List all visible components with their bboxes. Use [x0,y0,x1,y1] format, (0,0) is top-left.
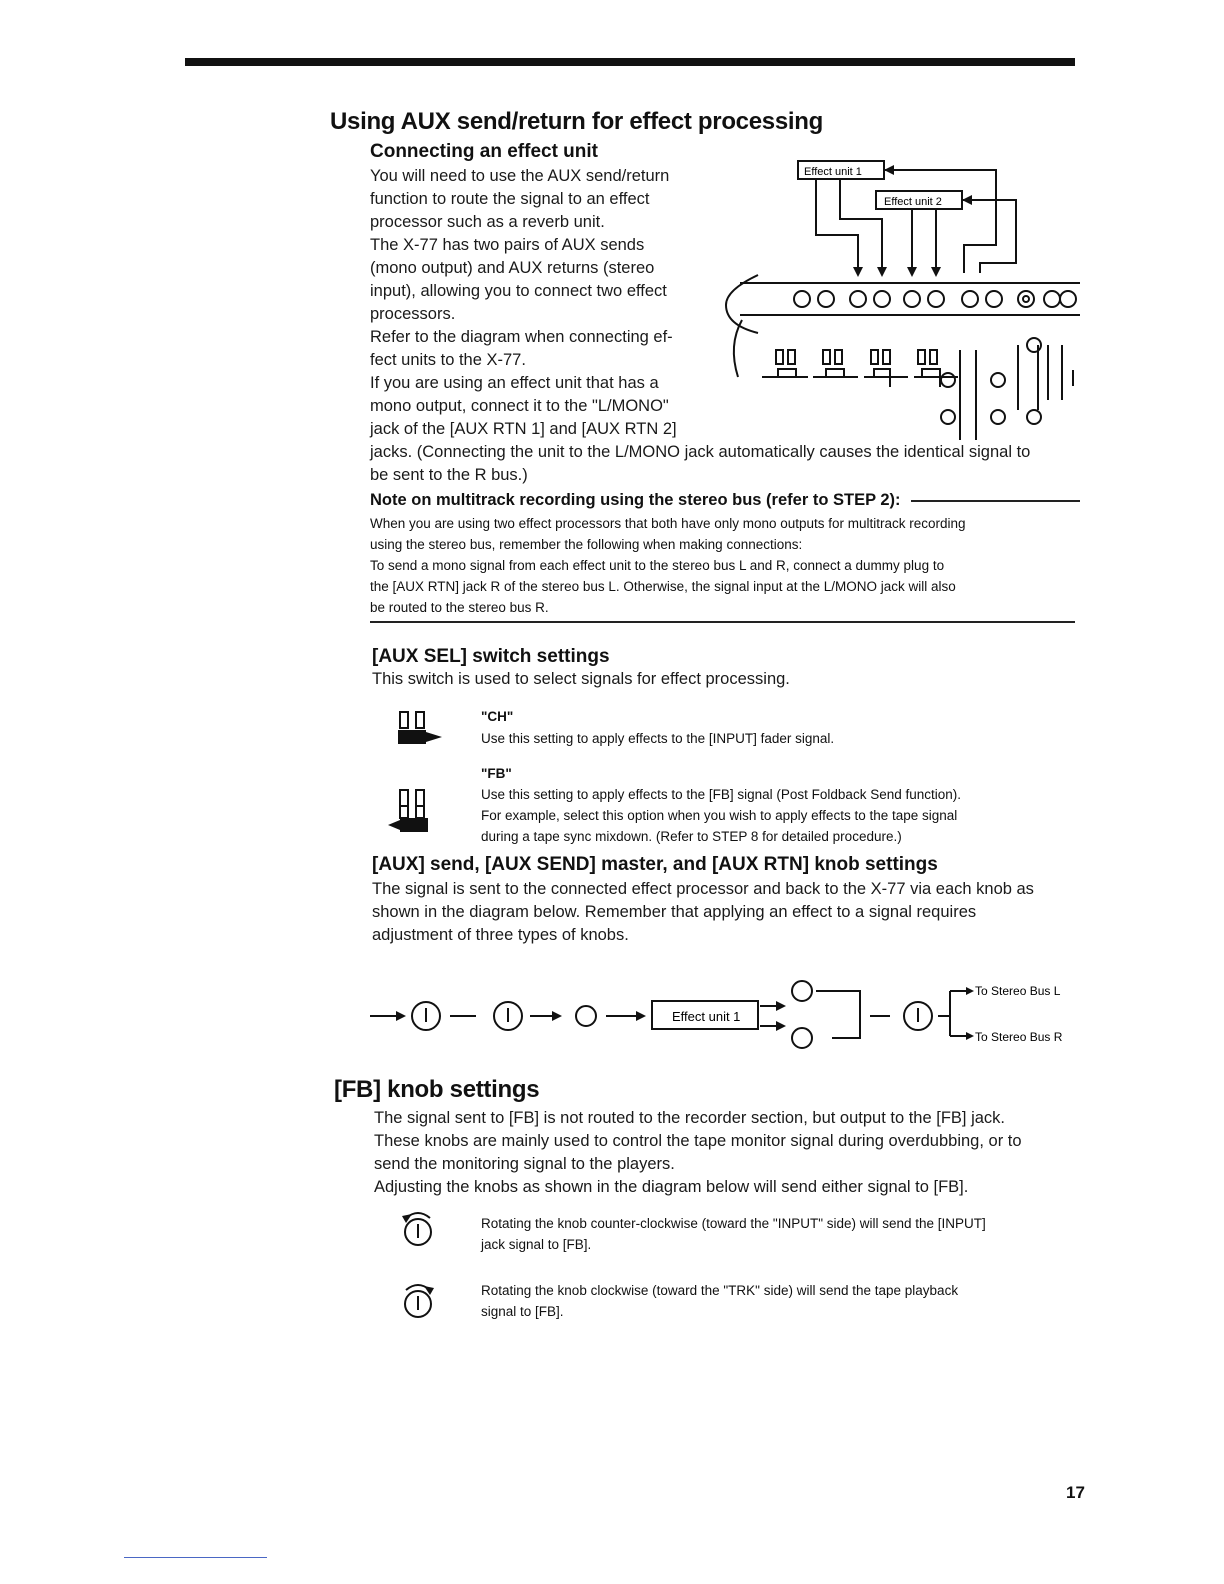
aux-sel-ch-label: "CH" [481,709,514,724]
text-line: processor such as a reverb unit. [370,213,605,231]
note-line: the [AUX RTN] jack R of the stereo bus L. Otherwise, the signal input at the L/MONO jack will also [370,579,956,594]
text-line: Rotating the knob clockwise (toward the "TRK" side) will send the tape playback [481,1283,959,1298]
text-line: function to route the signal to an effect [370,190,650,208]
fb-knob-cw-icon [382,1280,462,1330]
note-line: When you are using two effect processors that both have only mono outputs for multitrack recording [370,516,966,531]
aux-knob-diagram [370,966,1090,1056]
text-line: input), allowing you to connect two effect [370,282,667,300]
text-line: be sent to the R bus.) [370,466,528,484]
connection-diagram [718,155,1080,440]
note-block [370,491,1080,618]
aux-send-master-knob [576,1006,596,1026]
aux-sel-fb-icon [386,786,456,838]
text-line: mono output, connect it to the "L/MONO" [370,397,669,415]
effect-unit-1-label: Effect unit 1 [804,166,862,178]
fb-knob-ccw-icon [382,1208,462,1258]
text-line: jacks. (Connecting the unit to the L/MONO jack automatically causes the identical signal to [370,443,1031,461]
note-line: To send a mono signal from each effect unit to the stereo bus L and R, connect a dummy plug to [370,558,945,573]
note-bottom-rule [370,621,1075,623]
note-line: using the stereo bus, remember the following when making connections: [370,537,803,552]
header-rule [185,58,1075,66]
page-number: 17 [1066,1483,1085,1502]
fb-item-ccw [481,1213,986,1255]
aux-sel-fb-desc [481,784,961,847]
aux-knobs-text [372,878,1082,947]
text-line: Rotating the knob counter-clockwise (toward the "INPUT" side) will send the [INPUT] [481,1216,986,1231]
aux-knobs-heading: [AUX] send, [AUX SEND] master, and [AUX RTN] knob settings [372,854,938,875]
aux-sel-heading: [AUX SEL] switch settings [372,646,610,667]
text-line: The X-77 has two pairs of AUX sends [370,236,645,254]
effect-unit-label: Effect unit 1 [672,1009,741,1024]
fb-item-cw [481,1280,958,1322]
section-title: Using AUX send/return for effect processing [330,108,823,135]
footer-rule [124,1557,267,1558]
panel-edge-mark [1072,370,1074,386]
fb-heading: [FB] knob settings [334,1076,540,1103]
connecting-text-wide [370,441,1080,487]
note-line: be routed to the stereo bus R. [370,600,549,615]
aux-rtn-r-jack [792,1028,812,1048]
aux-sel-ch-icon [386,708,456,756]
connecting-heading: Connecting an effect unit [370,141,598,162]
text-line: adjustment of three types of knobs. [372,926,629,944]
connecting-text [370,165,710,441]
text-line: You will need to use the AUX send/return [370,167,670,185]
aux-rtn-l-jack [792,981,812,1001]
effect-unit-2-label: Effect unit 2 [884,196,942,208]
note-title-rule [911,500,1080,502]
text-line: Adjusting the knobs as shown in the diagram below will send either signal to [FB]. [374,1178,969,1196]
text-line: fect units to the X-77. [370,351,526,369]
text-line: For example, select this option when you wish to apply effects to the tape signal [481,808,958,823]
fb-text [374,1107,1084,1199]
text-line: send the monitoring signal to the players. [374,1155,675,1173]
text-line: signal to [FB]. [481,1304,564,1319]
text-line: If you are using an effect unit that has a [370,374,659,392]
text-line: during a tape sync mixdown. (Refer to STEP 8 for detailed procedure.) [481,829,902,844]
text-line: (mono output) and AUX returns (stereo [370,259,655,277]
text-line: shown in the diagram below. Remember that applying an effect to a signal requires [372,903,977,921]
aux-sel-ch-desc: Use this setting to apply effects to the [INPUT] fader signal. [481,731,835,746]
aux-sel-fb-label: "FB" [481,766,512,781]
text-line: The signal sent to [FB] is not routed to the recorder section, but output to the [FB] jack. [374,1109,1006,1127]
text-line: Refer to the diagram when connecting ef- [370,328,673,346]
aux-sel-intro: This switch is used to select signals for effect processing. [372,670,790,688]
text-line: The signal is sent to the connected effect processor and back to the X-77 via each knob as [372,880,1034,898]
text-line: These knobs are mainly used to control the tape monitor signal during overdubbing, or to [374,1132,1022,1150]
text-line: Use this setting to apply effects to the [FB] signal (Post Foldback Send function). [481,787,962,802]
text-line: processors. [370,305,456,323]
text-line: jack of the [AUX RTN 1] and [AUX RTN 2] [370,420,677,438]
to-stereo-bus-r: To Stereo Bus R [975,1030,1063,1044]
to-stereo-bus-l: To Stereo Bus L [975,984,1061,998]
note-title: Note on multitrack recording using the stereo bus (refer to STEP 2): [370,491,901,509]
text-line: jack signal to [FB]. [481,1237,592,1252]
